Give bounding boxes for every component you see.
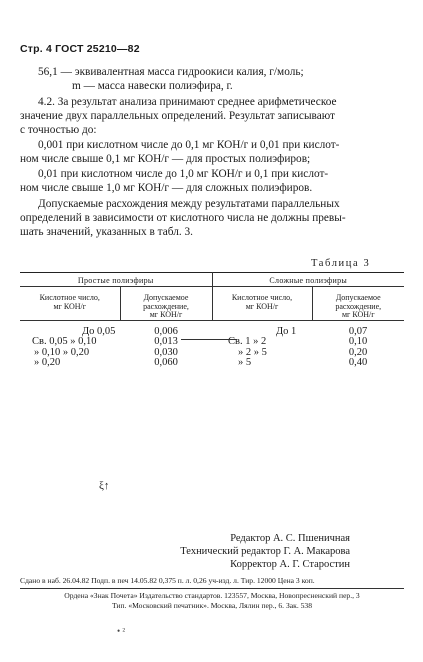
body-line: Допускаемые расхождения между результатами параллельных: [38, 198, 340, 210]
value-item: 0,060: [154, 357, 178, 368]
range-item: Св. 1 » 2: [228, 336, 267, 348]
body-line: 56,1 — эквивалентная масса гидроокиси калия, г/моль;: [38, 66, 304, 78]
range-item: Св. 0,05 » 0,10: [32, 336, 97, 348]
table-caption: Таблица 3: [311, 258, 371, 269]
proofreader-line: Корректор А. Г. Старостин: [230, 559, 350, 570]
range-item: » 2 » 5: [238, 346, 267, 358]
publisher-block: [20, 591, 404, 611]
value-item: 0,013: [154, 336, 178, 348]
column-header-acid-number: [20, 287, 120, 321]
publisher-line: Тип. «Московский печатник». Москва, Лялин пер., 6. Зак. 538: [111, 601, 313, 610]
column-header-line: мг КОН/г: [149, 310, 183, 320]
body-line: ном числе свыше 0,1 мг КОН/г — для простых полиэфиров;: [20, 153, 311, 165]
column-header-acid-number: [212, 287, 312, 321]
body-line: 0,001 при кислотном числе до 0,1 мг КОН/г и 0,01 при кислот-: [38, 139, 340, 151]
column-header-line: Допускаемое: [335, 293, 381, 302]
publisher-line: Ордена «Знак Почета» Издательство стандартов. 123557, Москва, Новопресненский пер., 3: [64, 591, 360, 600]
body-line: m — масса навески полиэфира, г.: [72, 80, 233, 92]
range-item: » 5: [238, 357, 252, 368]
body-line: значение двух параллельных определений. Результат записывают: [20, 110, 335, 122]
value-item: 0,030: [154, 346, 178, 358]
range-item: » 0,20: [34, 357, 61, 368]
value-item: 0,20: [348, 346, 368, 358]
column-header-line: мг КОН/г: [341, 310, 375, 320]
value-item: 0,07: [348, 325, 368, 337]
body-line: с точностью до:: [20, 124, 97, 136]
bottom-mark: • ²: [117, 626, 126, 636]
range-item: До 0,05: [82, 325, 116, 337]
credits-block: [120, 532, 350, 571]
tech-editor-line: Технический редактор Г. А. Макарова: [180, 546, 350, 557]
column-header-line: Кислотное число,: [231, 293, 293, 302]
imprint-line: Сдано в наб. 26.04.82 Подп. в печ 14.05.82 0,375 п. л. 0,26 уч-изд. л. Тир. 12000 Цена 3 коп.: [20, 576, 315, 585]
body-line: определений в зависимости от кислотного числа не должны превы-: [20, 212, 346, 224]
column-header-line: расхождение,: [143, 301, 189, 311]
value-item: 0,40: [348, 357, 368, 368]
column-header-line: расхождение,: [335, 301, 382, 311]
value-item: 0,10: [348, 336, 368, 348]
column-header-line: мг КОН/г: [245, 301, 279, 311]
page-header: Стр. 4 ГОСТ 25210—82: [20, 43, 140, 55]
simple-values-cell: [120, 320, 212, 382]
group-header-simple: Простые полиэфиры: [20, 273, 212, 287]
handwritten-mark: ξ↑: [99, 480, 110, 492]
column-header-line: мг КОН/г: [53, 301, 87, 311]
complex-ranges-cell: [212, 320, 312, 382]
column-header-allowed-diff: [120, 287, 212, 321]
body-line: 0,01 при кислотном числе до 1,0 мг КОН/г и 0,1 при кислот-: [38, 168, 329, 180]
column-header-allowed-diff: [312, 287, 404, 321]
table-3: [20, 272, 404, 382]
editor-line: Редактор А. С. Пшеничная: [230, 533, 350, 544]
section-divider: [181, 339, 237, 340]
group-header-complex: Сложные полиэфиры: [212, 273, 404, 287]
value-item: 0,006: [154, 325, 178, 337]
column-header-line: Кислотное число,: [39, 293, 100, 302]
column-header-line: Допускаемое: [143, 293, 189, 302]
body-line: ном числе свыше 1,0 мг КОН/г — для сложных полиэфиров.: [20, 182, 313, 194]
complex-values-cell: [312, 320, 404, 382]
simple-ranges-cell: [20, 320, 120, 382]
imprint-divider: [20, 588, 404, 589]
body-line: шать значений, указанных в табл. 3.: [20, 226, 193, 238]
range-item: » 0,10 » 0,20: [34, 346, 90, 358]
body-line: 4.2. За результат анализа принимают среднее арифметическое: [38, 96, 337, 108]
range-item: До 1: [276, 325, 297, 337]
